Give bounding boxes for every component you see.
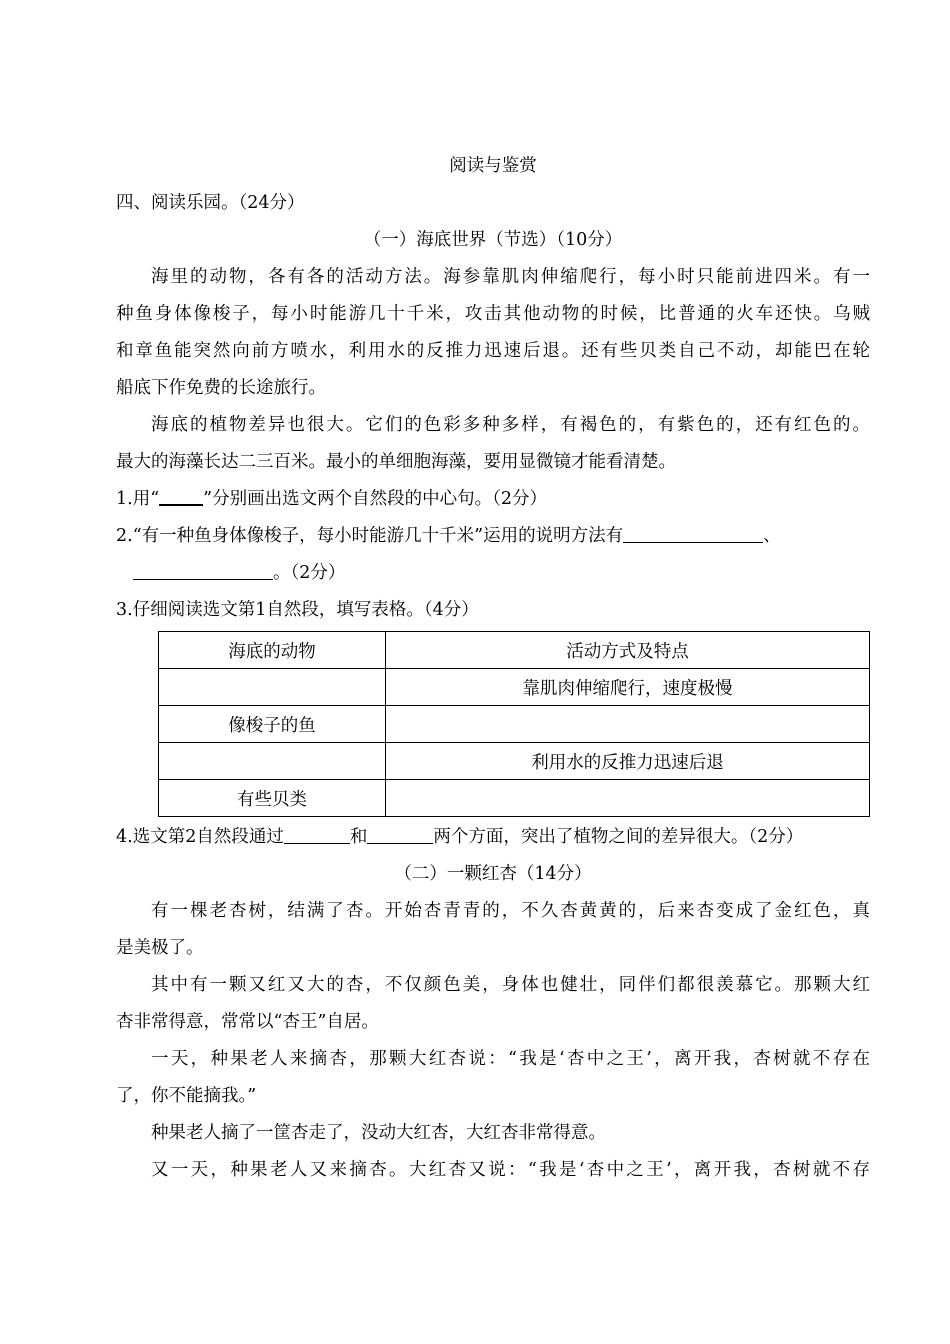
question-2-score: 。（2分） xyxy=(273,563,346,583)
table-header: 活动方式及特点 xyxy=(386,632,870,669)
question-4-text-before: 4.选文第2自然段通过 xyxy=(116,827,284,847)
text-line: 一天，种果老人来摘杏，那颗大红杏说：“我是‘杏中之王’，离开我，杏树就不存在 xyxy=(151,1049,870,1069)
question-4-text-middle: 和 xyxy=(349,827,368,847)
answer-blank-1[interactable] xyxy=(623,520,763,543)
passage2-paragraph-1 xyxy=(116,893,870,967)
text-line: 船底下作免费的长途旅行。 xyxy=(116,378,326,398)
question-3: 3.仔细阅读选文第1自然段，填写表格。（4分） xyxy=(116,600,479,620)
passage1-paragraph-2 xyxy=(116,407,870,481)
underline-sample xyxy=(159,482,203,506)
table-header: 海底的动物 xyxy=(159,632,386,669)
table-row xyxy=(159,780,870,817)
table-cell: 像梭子的鱼 xyxy=(159,706,386,743)
answer-blank-4[interactable] xyxy=(367,821,433,844)
question-1 xyxy=(116,481,870,518)
passage2-paragraph-2 xyxy=(116,967,870,1041)
passage1-title: （一）海底世界（节选）（10分） xyxy=(363,230,623,250)
answer-blank-3[interactable] xyxy=(284,821,350,844)
question-1-text-before: 1.用“ xyxy=(116,489,160,509)
answer-blank-2[interactable] xyxy=(133,557,273,580)
text-line: 其中有一颗又红又大的杏，不仅颜色美，身体也健壮，同伴们都很羡慕它。那颗大红 xyxy=(151,975,870,995)
passage2-paragraph-5 xyxy=(116,1152,870,1189)
text-line: 和章鱼能突然向前方喷水，利用水的反推力迅速后退。还有些贝类自己不动，却能巴在轮 xyxy=(116,341,870,361)
passage1-paragraph-1 xyxy=(116,259,870,407)
passage2-title: （二）一颗红杏（14分） xyxy=(394,864,592,884)
text-line: 是美极了。 xyxy=(116,938,204,958)
text-line: 了，你不能摘我。” xyxy=(116,1086,257,1106)
table-cell-blank[interactable] xyxy=(159,669,386,706)
question-2 xyxy=(116,518,870,555)
table-cell-blank[interactable] xyxy=(159,743,386,780)
text-line: 种果老人摘了一筐杏走了，没动大红杏，大红杏非常得意。 xyxy=(151,1123,606,1143)
question-2-separator: 、 xyxy=(763,526,781,546)
table-cell-blank[interactable] xyxy=(386,706,870,743)
table-cell: 利用水的反推力迅速后退 xyxy=(386,743,870,780)
question-1-text-after: ”分别画出选文两个自然段的中心句。（2分） xyxy=(203,489,547,509)
passage2-paragraph-4 xyxy=(116,1115,870,1152)
passage2-paragraph-3 xyxy=(116,1041,870,1115)
table-row xyxy=(159,706,870,743)
question-4 xyxy=(116,819,870,856)
question-2-line-2 xyxy=(116,555,870,592)
text-line: 海底的植物差异也很大。它们的色彩多种多样，有褐色的，有紫色的，还有红色的。 xyxy=(151,415,870,435)
table-row xyxy=(159,743,870,780)
table-cell: 有些贝类 xyxy=(159,780,386,817)
question-2-text: 2.“有一种鱼身体像梭子，每小时能游几十千米”运用的说明方法有 xyxy=(116,526,624,546)
text-line: 种鱼身体像梭子，每小时能游几十千米，攻击其他动物的时候，比普通的火车还快。乌贼 xyxy=(116,304,870,324)
table-cell: 靠肌肉伸缩爬行，速度极慢 xyxy=(386,669,870,706)
answer-table xyxy=(158,631,870,817)
section-title: 阅读与鉴赏 xyxy=(449,156,537,176)
table-row xyxy=(159,669,870,706)
table-header-row xyxy=(159,632,870,669)
exam-page xyxy=(116,148,870,1189)
text-line: 最大的海藻长达二三百米。最小的单细胞海藻，要用显微镜才能看清楚。 xyxy=(116,452,676,472)
text-line: 海里的动物，各有各的活动方法。海参靠肌肉伸缩爬行，每小时只能前进四米。有一 xyxy=(151,267,870,287)
table-cell-blank[interactable] xyxy=(386,780,870,817)
text-line: 又一天，种果老人又来摘杏。大红杏又说：“我是‘杏中之王’，离开我，杏树就不存 xyxy=(151,1160,870,1180)
text-line: 有一棵老杏树，结满了杏。开始杏青青的，不久杏黄黄的，后来杏变成了金红色，真 xyxy=(151,901,870,921)
question-4-text-after: 两个方面，突出了植物之间的差异很大。（2分） xyxy=(433,827,804,847)
part-heading: 四、阅读乐园。（24分） xyxy=(116,193,305,213)
text-line: 杏非常得意，常常以“杏王”自居。 xyxy=(116,1012,379,1032)
